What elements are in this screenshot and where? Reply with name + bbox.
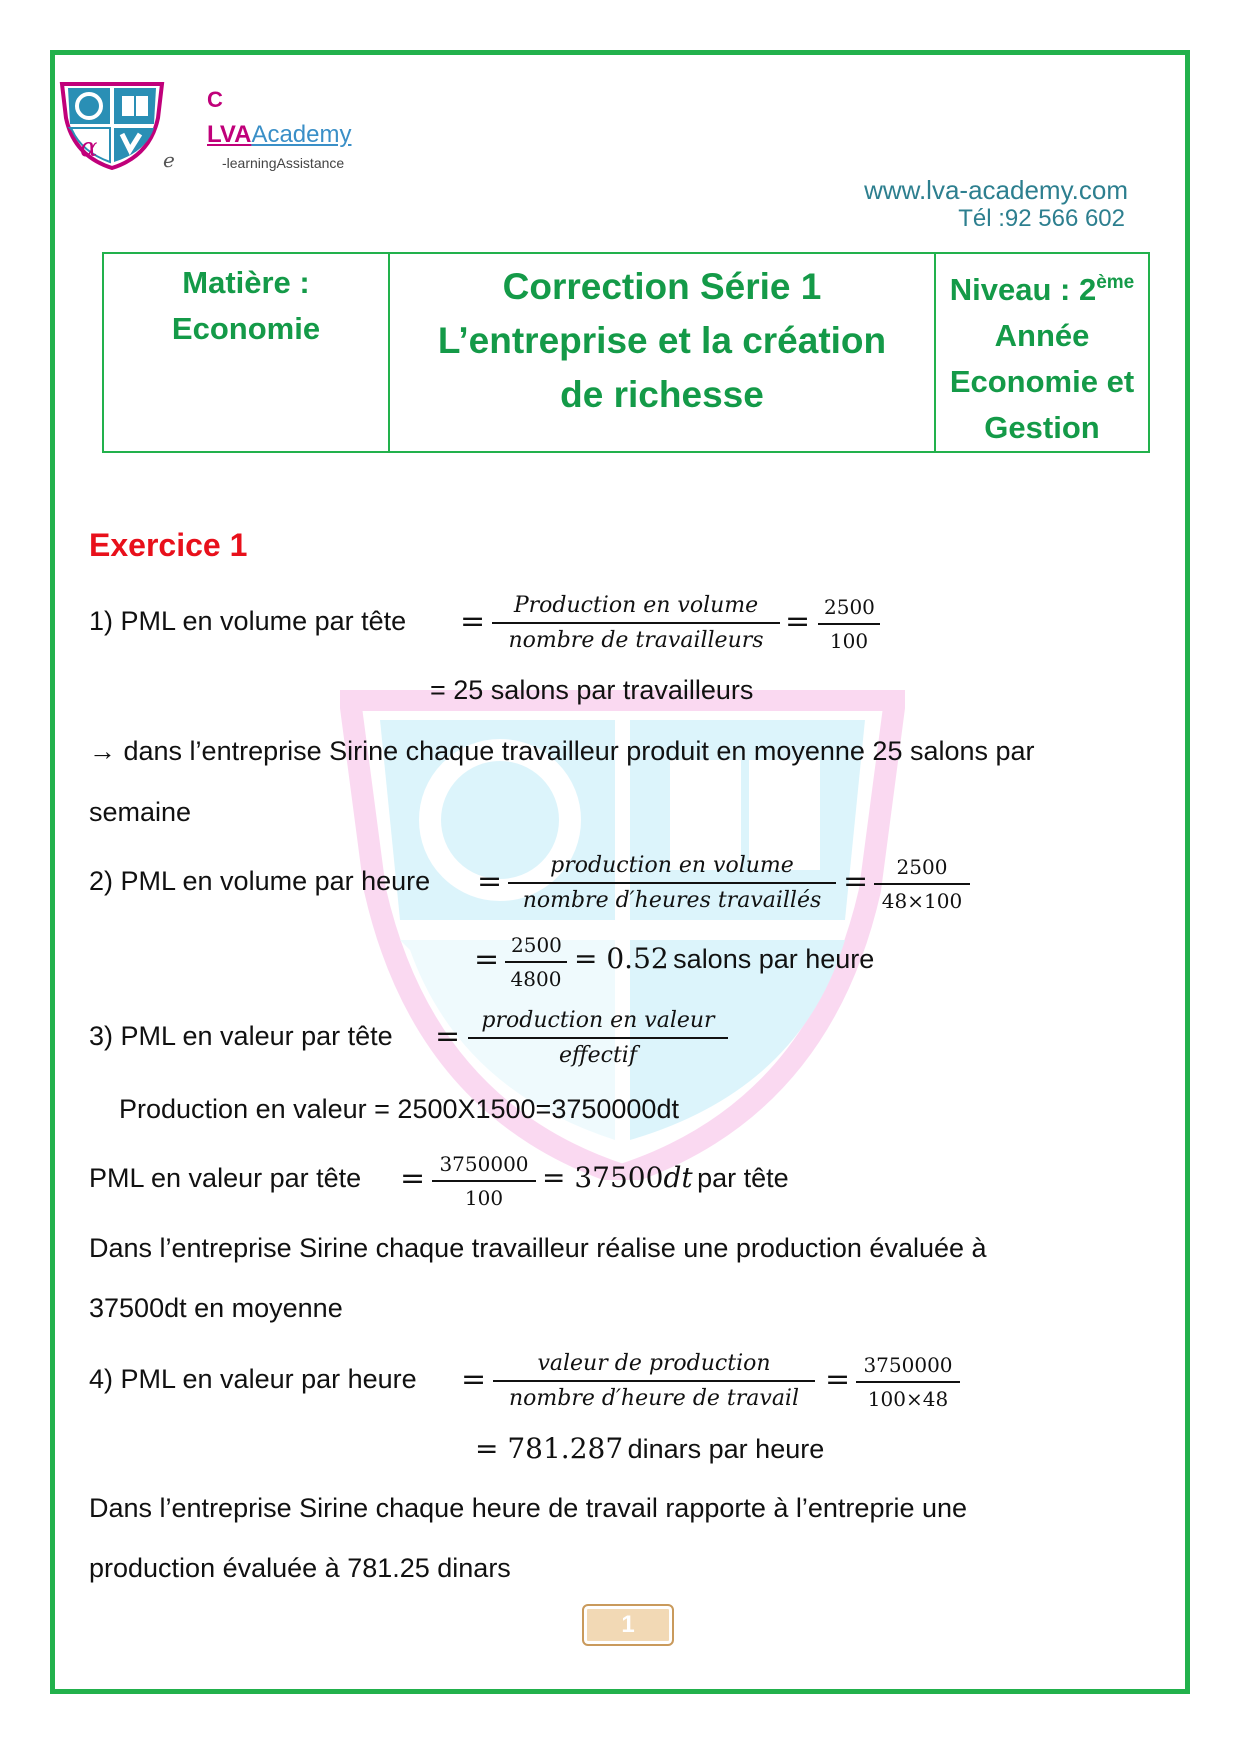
q1-result: = 25 salons par travailleurs [430,675,754,705]
title-cell [389,253,935,452]
q2-fraction-1 [508,853,836,913]
q2-fraction-1-den: nombre d′heures travaillés [522,888,822,913]
q1-fraction-1-den: nombre de travailleurs [508,628,764,653]
q4-eq-2: = [825,1362,851,1397]
level-line-2: Année [994,318,1090,353]
q2-label: 2) PML en volume par heure [89,866,431,896]
q3-fraction-2-num: 3750000 [432,1152,536,1182]
q4-eq-1: = [461,1362,487,1397]
q3-eq-2: = [400,1161,426,1196]
q2-fraction-1-num: production en volume [508,853,836,884]
q1-comment-line-2: semaine [89,797,192,827]
q4-fraction-1-num: valeur de production [493,1351,815,1382]
q1-fraction-2-num: 2500 [818,595,880,625]
q3-result-unit-math: dt [663,1161,693,1194]
svg-text:α: α [80,133,98,163]
q1-fraction-2-den: 100 [829,629,869,653]
level-line-3: Economie et [949,364,1135,399]
q1-fraction-2 [818,595,880,653]
q2-fraction-2 [874,855,970,913]
subject-cell [103,253,389,452]
q1-fraction-1 [492,593,780,653]
q4-fraction-1 [493,1351,815,1411]
q3-result-unit: par tête [697,1163,789,1193]
q2-result-unit: salons par heure [673,944,875,974]
q4-label: 4) PML en valeur par heure [89,1364,417,1394]
title-line-2: L’entreprise et la création [437,320,887,361]
subject-label: Matière : [182,265,310,300]
q4-comment-line-1: Dans l’entreprise Sirine chaque heure de travail rapporte à l’entreprie une [89,1493,968,1523]
logo-brand-lva: LVA [207,121,252,148]
logo-brand-academy: Academy [251,121,352,148]
level-line-1 [940,260,1144,313]
q4-fraction-1-den: nombre d′heure de travail [508,1386,800,1411]
q2-eq-1: = [477,864,503,899]
q3-result [542,1161,789,1194]
q2-fraction-2-num: 2500 [874,855,970,885]
q1-label: 1) PML en volume par tête [89,606,407,636]
q4-comment-line-2: production évaluée à 781.25 dinars [89,1553,511,1583]
logo-tagline: -learningAssistance [222,155,345,171]
level-line-4: Gestion [984,410,1100,445]
q4-fraction-2-den: 100×48 [867,1387,949,1411]
title-line-1: Correction Série 1 [502,266,822,307]
logo-c-letter: C [207,87,223,112]
q2-result-value: = 0.52 [574,942,669,975]
level-label: Niveau : 2 [949,272,1097,307]
q1-fraction-1-num: Production en volume [492,593,780,624]
title-line-3: de richesse [560,374,764,415]
q3-fraction-1-num: production en valeur [468,1008,728,1039]
q3-fraction-2 [432,1152,536,1210]
q3-label: 3) PML en valeur par tête [89,1021,393,1051]
logo-e-letter: e [163,148,175,172]
q2-eq-2: = [843,864,869,899]
q2-fraction-3 [505,933,567,991]
q3-fraction-2-den: 100 [464,1186,504,1210]
q3-production-value: Production en valeur = 2500X1500=3750000dt [119,1094,679,1124]
header-table [102,252,1150,453]
subject-value: Economie [171,311,321,346]
lva-academy-logo-icon [58,78,166,170]
phone-number: Tél :92 566 602 [958,205,1125,232]
q1-comment-line-1: → dans l’entreprise Sirine chaque travailleur produit en moyenne 25 salons par [89,736,1035,766]
q3-pml-label: PML en valeur par tête [89,1163,362,1193]
q2-result [574,942,874,975]
logo-brand-name [207,121,351,149]
level-cell [935,253,1149,452]
q4-result-unit: dinars par heure [627,1434,825,1464]
q4-fraction-2-num: 3750000 [856,1353,960,1383]
exercise-title: Exercice 1 [89,527,248,563]
website-url: www.lva-academy.com [864,175,1128,205]
q3-eq-1: = [435,1019,461,1054]
q1-eq-1: = [460,604,486,639]
level-superscript: ème [1096,272,1135,293]
q2-eq-3: = [474,942,500,977]
q3-result-value: = 37500 [542,1161,664,1194]
q3-fraction-1 [468,1008,728,1068]
q3-comment-line-2: 37500dt en moyenne [89,1293,343,1323]
q3-comment-line-1: Dans l’entreprise Sirine chaque travailleur réalise une production évaluée à [89,1233,987,1263]
q2-fraction-3-num: 2500 [505,933,567,963]
q3-fraction-1-den: effectif [559,1043,637,1068]
q4-fraction-2 [856,1353,960,1411]
q2-fraction-2-den: 48×100 [881,889,963,913]
page-number: 1 [582,1604,674,1646]
q4-result-value: = 781.287 [475,1432,624,1465]
q4-result [475,1432,824,1465]
q2-fraction-3-den: 4800 [510,967,562,991]
q1-eq-2: = [785,604,811,639]
